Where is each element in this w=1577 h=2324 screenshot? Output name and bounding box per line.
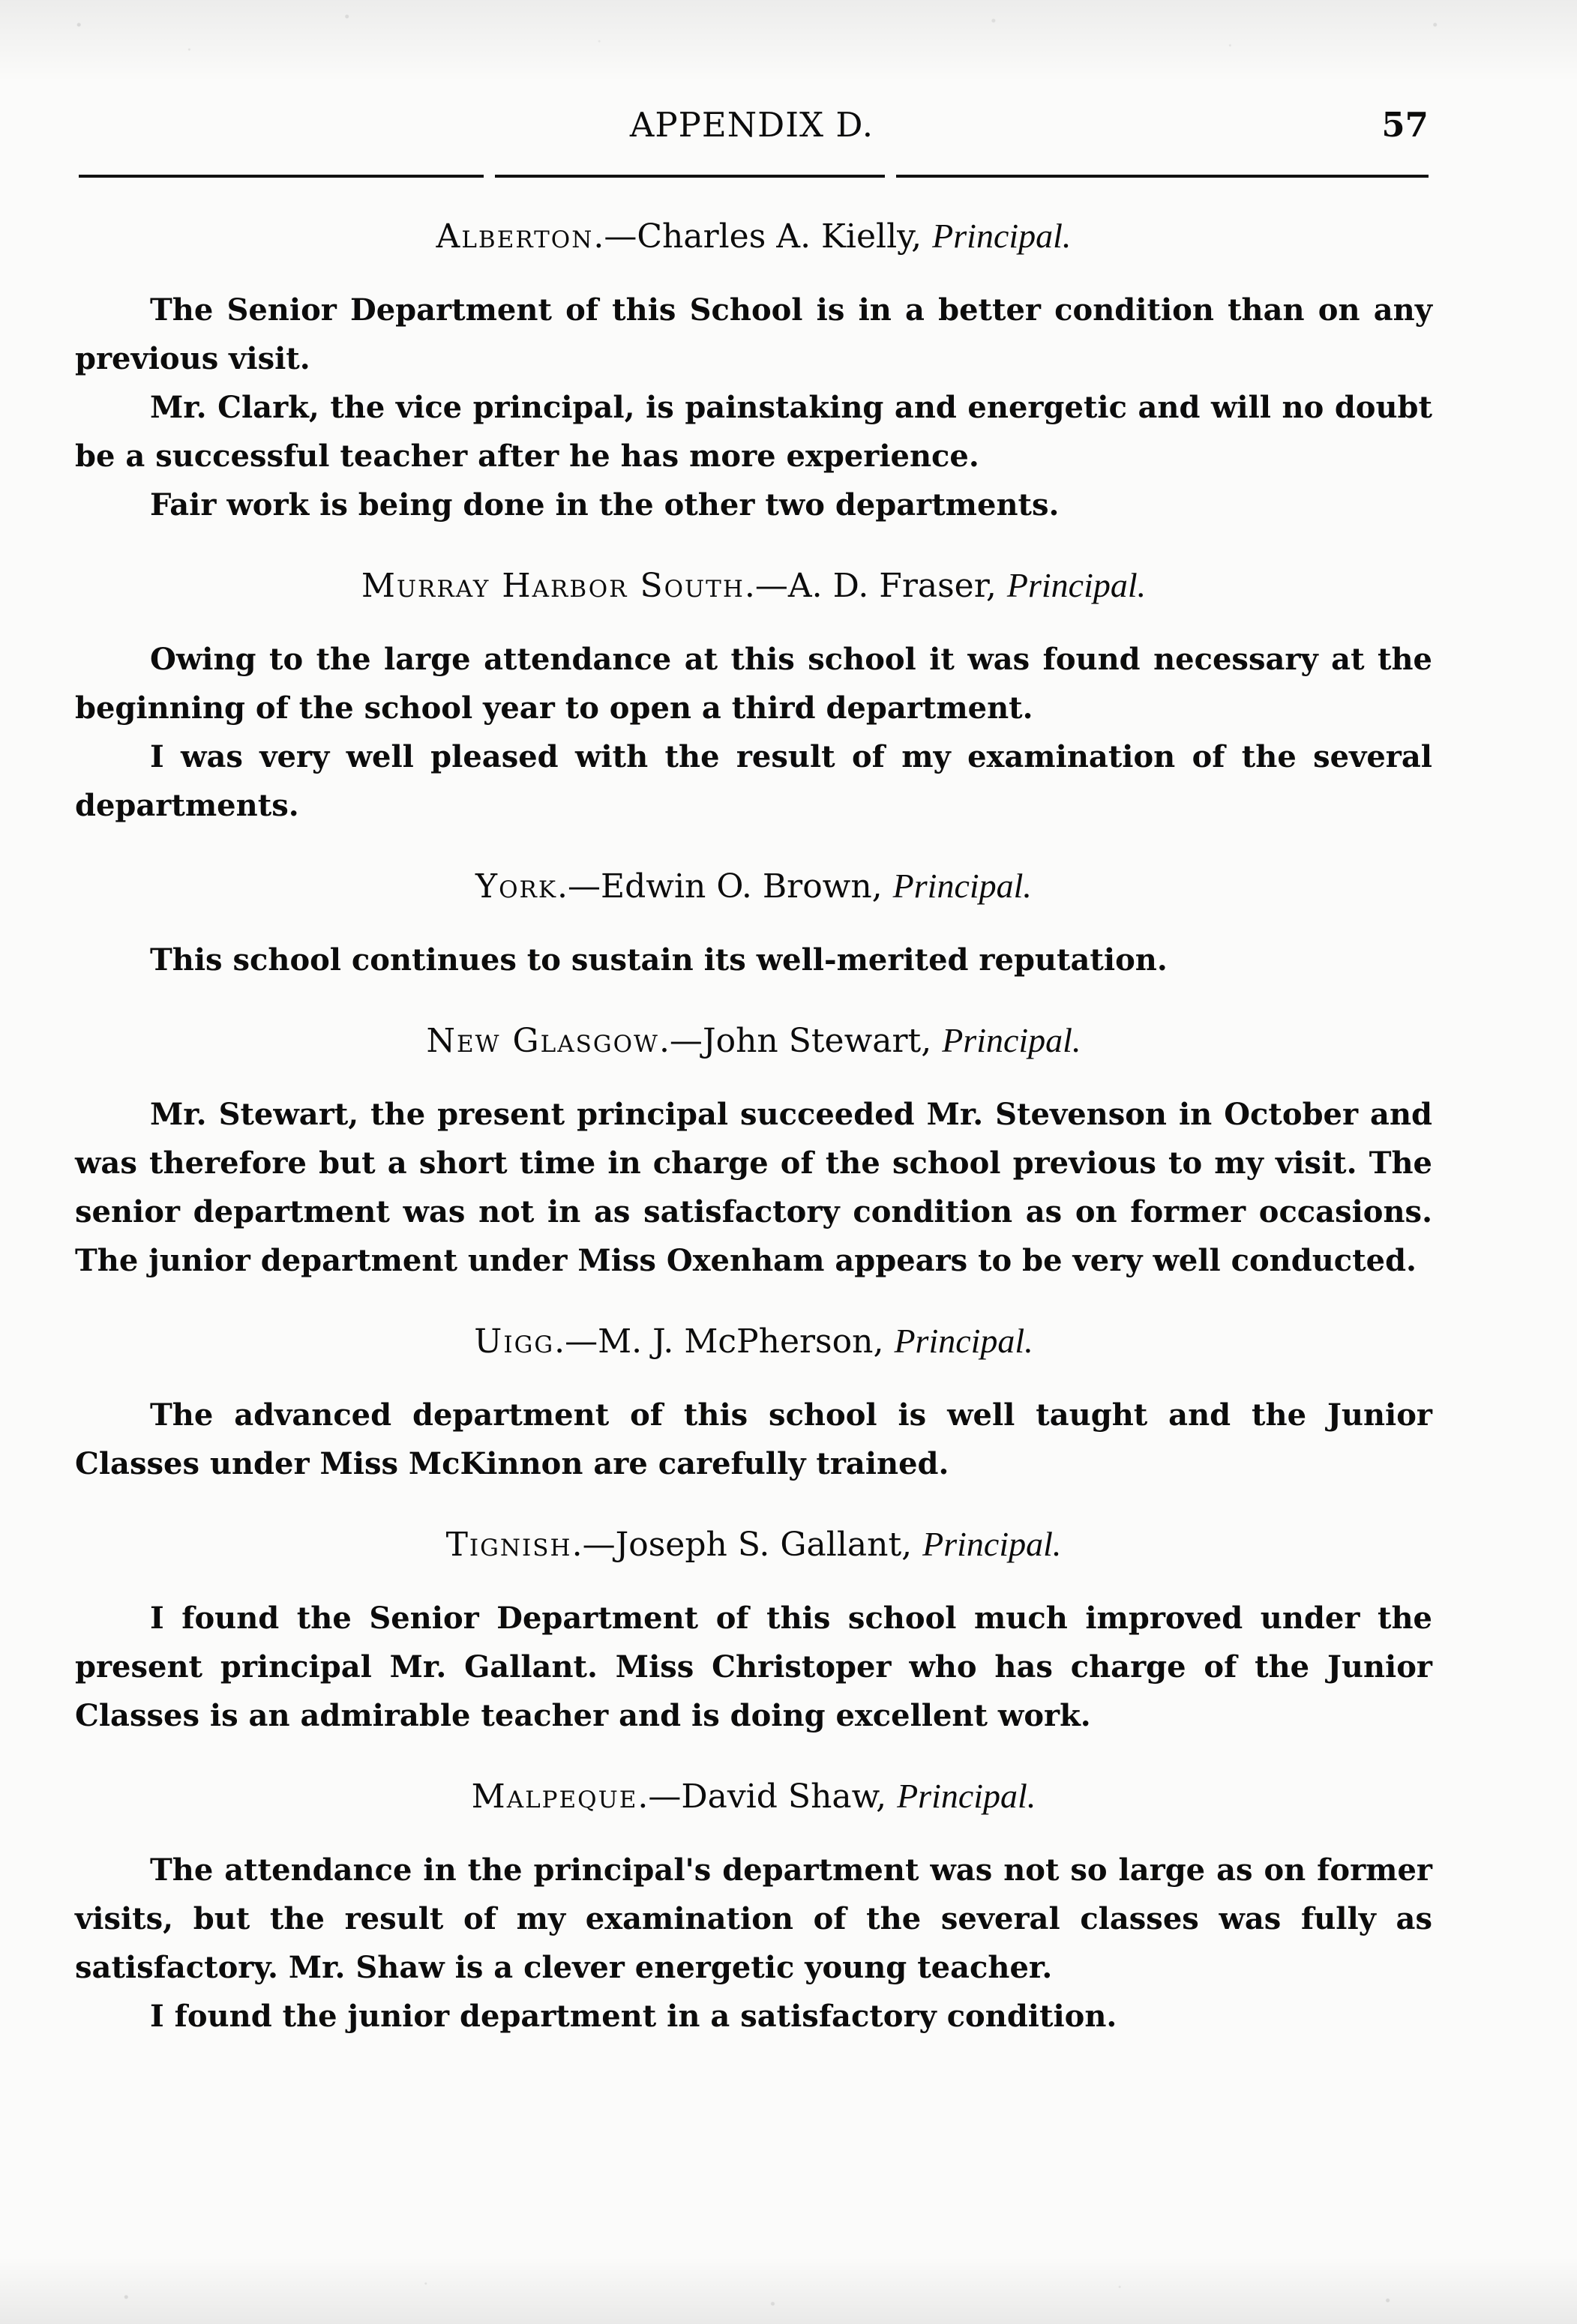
report-paragraph: I found the Senior Department of this school much improved under the present principal Mr. Gallant. Miss Christoper who has charge of the Junior Classes is an admirable teacher and is doing excellent work. [75, 1601, 1432, 1733]
header-title: APPENDIX D. [629, 105, 874, 145]
section-heading [75, 1018, 1432, 1064]
scan-noise-top [0, 0, 1577, 82]
page-header [75, 105, 1429, 150]
heading-separator: .— [744, 567, 788, 605]
heading-separator: .— [557, 867, 601, 906]
principal-role: Principal. [892, 867, 1032, 905]
principal-name: Joseph S. Gallant, [615, 1526, 913, 1564]
report-paragraph: Mr. Stewart, the present principal succeeded Mr. Stevenson in October and was therefore but a short time in charge of the school previous to my visit. The senior department was not in as satisfactory condition as on former occasions. The junior department under Miss Oxenham appears to be very well conducted. [75, 1097, 1432, 1278]
section-heading [75, 1774, 1432, 1819]
report-paragraph: The Senior Department of this School is in a better condition than on any previous visit. [75, 292, 1432, 376]
section-heading [75, 864, 1432, 909]
principal-name: David Shaw, [681, 1777, 887, 1816]
principal-name: A. D. Fraser, [787, 567, 997, 605]
principal-role: Principal. [932, 217, 1072, 255]
principal-role: Principal. [922, 1525, 1062, 1563]
principal-role: Principal. [1006, 566, 1147, 604]
principal-name: M. J. McPherson, [598, 1322, 884, 1361]
page-number: 57 [1381, 105, 1429, 145]
school-name: York [475, 867, 558, 906]
report-paragraph: Fair work is being done in the other two departments. [150, 487, 1060, 523]
section-heading [75, 214, 1432, 259]
principal-name: Charles A. Kielly, [637, 217, 922, 256]
report-paragraph: Mr. Clark, the vice principal, is painstaking and energetic and will no doubt be a successful teacher after he has more experience. [75, 390, 1432, 474]
header-rule-left [79, 175, 484, 178]
principal-role: Principal. [942, 1021, 1081, 1059]
heading-separator: .— [571, 1526, 616, 1564]
principal-role: Principal. [894, 1322, 1033, 1360]
report-paragraph: The advanced department of this school is well taught and the Junior Classes under Miss McKinnon are carefully trained. [75, 1397, 1432, 1481]
principal-role: Principal. [897, 1777, 1036, 1815]
report-paragraph: Owing to the large attendance at this school it was found necessary at the beginning of the school year to open a third department. [75, 642, 1432, 726]
report-paragraph: This school continues to sustain its well-merited reputation. [150, 942, 1168, 978]
heading-separator: .— [554, 1322, 598, 1361]
heading-separator: .— [658, 1022, 703, 1060]
principal-name: John Stewart, [702, 1022, 932, 1060]
section-heading [75, 563, 1432, 609]
section-heading [75, 1319, 1432, 1364]
school-name: Tignish [445, 1526, 572, 1564]
header-rule-right [896, 175, 1429, 178]
school-name: Alberton [436, 217, 594, 256]
page-body [75, 214, 1432, 2041]
heading-separator: .— [637, 1777, 682, 1816]
section-heading [75, 1522, 1432, 1568]
principal-name: Edwin O. Brown, [601, 867, 883, 906]
scan-noise-bottom [0, 2257, 1577, 2324]
report-paragraph: The attendance in the principal's department was not so large as on former visits, but the result of my examination of the several classes was fully as satisfactory. Mr. Shaw is a clever energetic young teacher. [75, 1852, 1432, 1985]
school-name: Malpeque [471, 1777, 638, 1816]
school-name: New Glasgow [426, 1022, 659, 1060]
school-name: Murray Harbor South [361, 567, 745, 605]
school-name: Uigg [474, 1322, 555, 1361]
heading-separator: .— [593, 217, 637, 256]
header-rule-middle [495, 175, 885, 178]
report-paragraph: I found the junior department in a satisfactory condition. [150, 1999, 1117, 2034]
report-paragraph: I was very well pleased with the result of my examination of the several departments. [75, 739, 1432, 823]
